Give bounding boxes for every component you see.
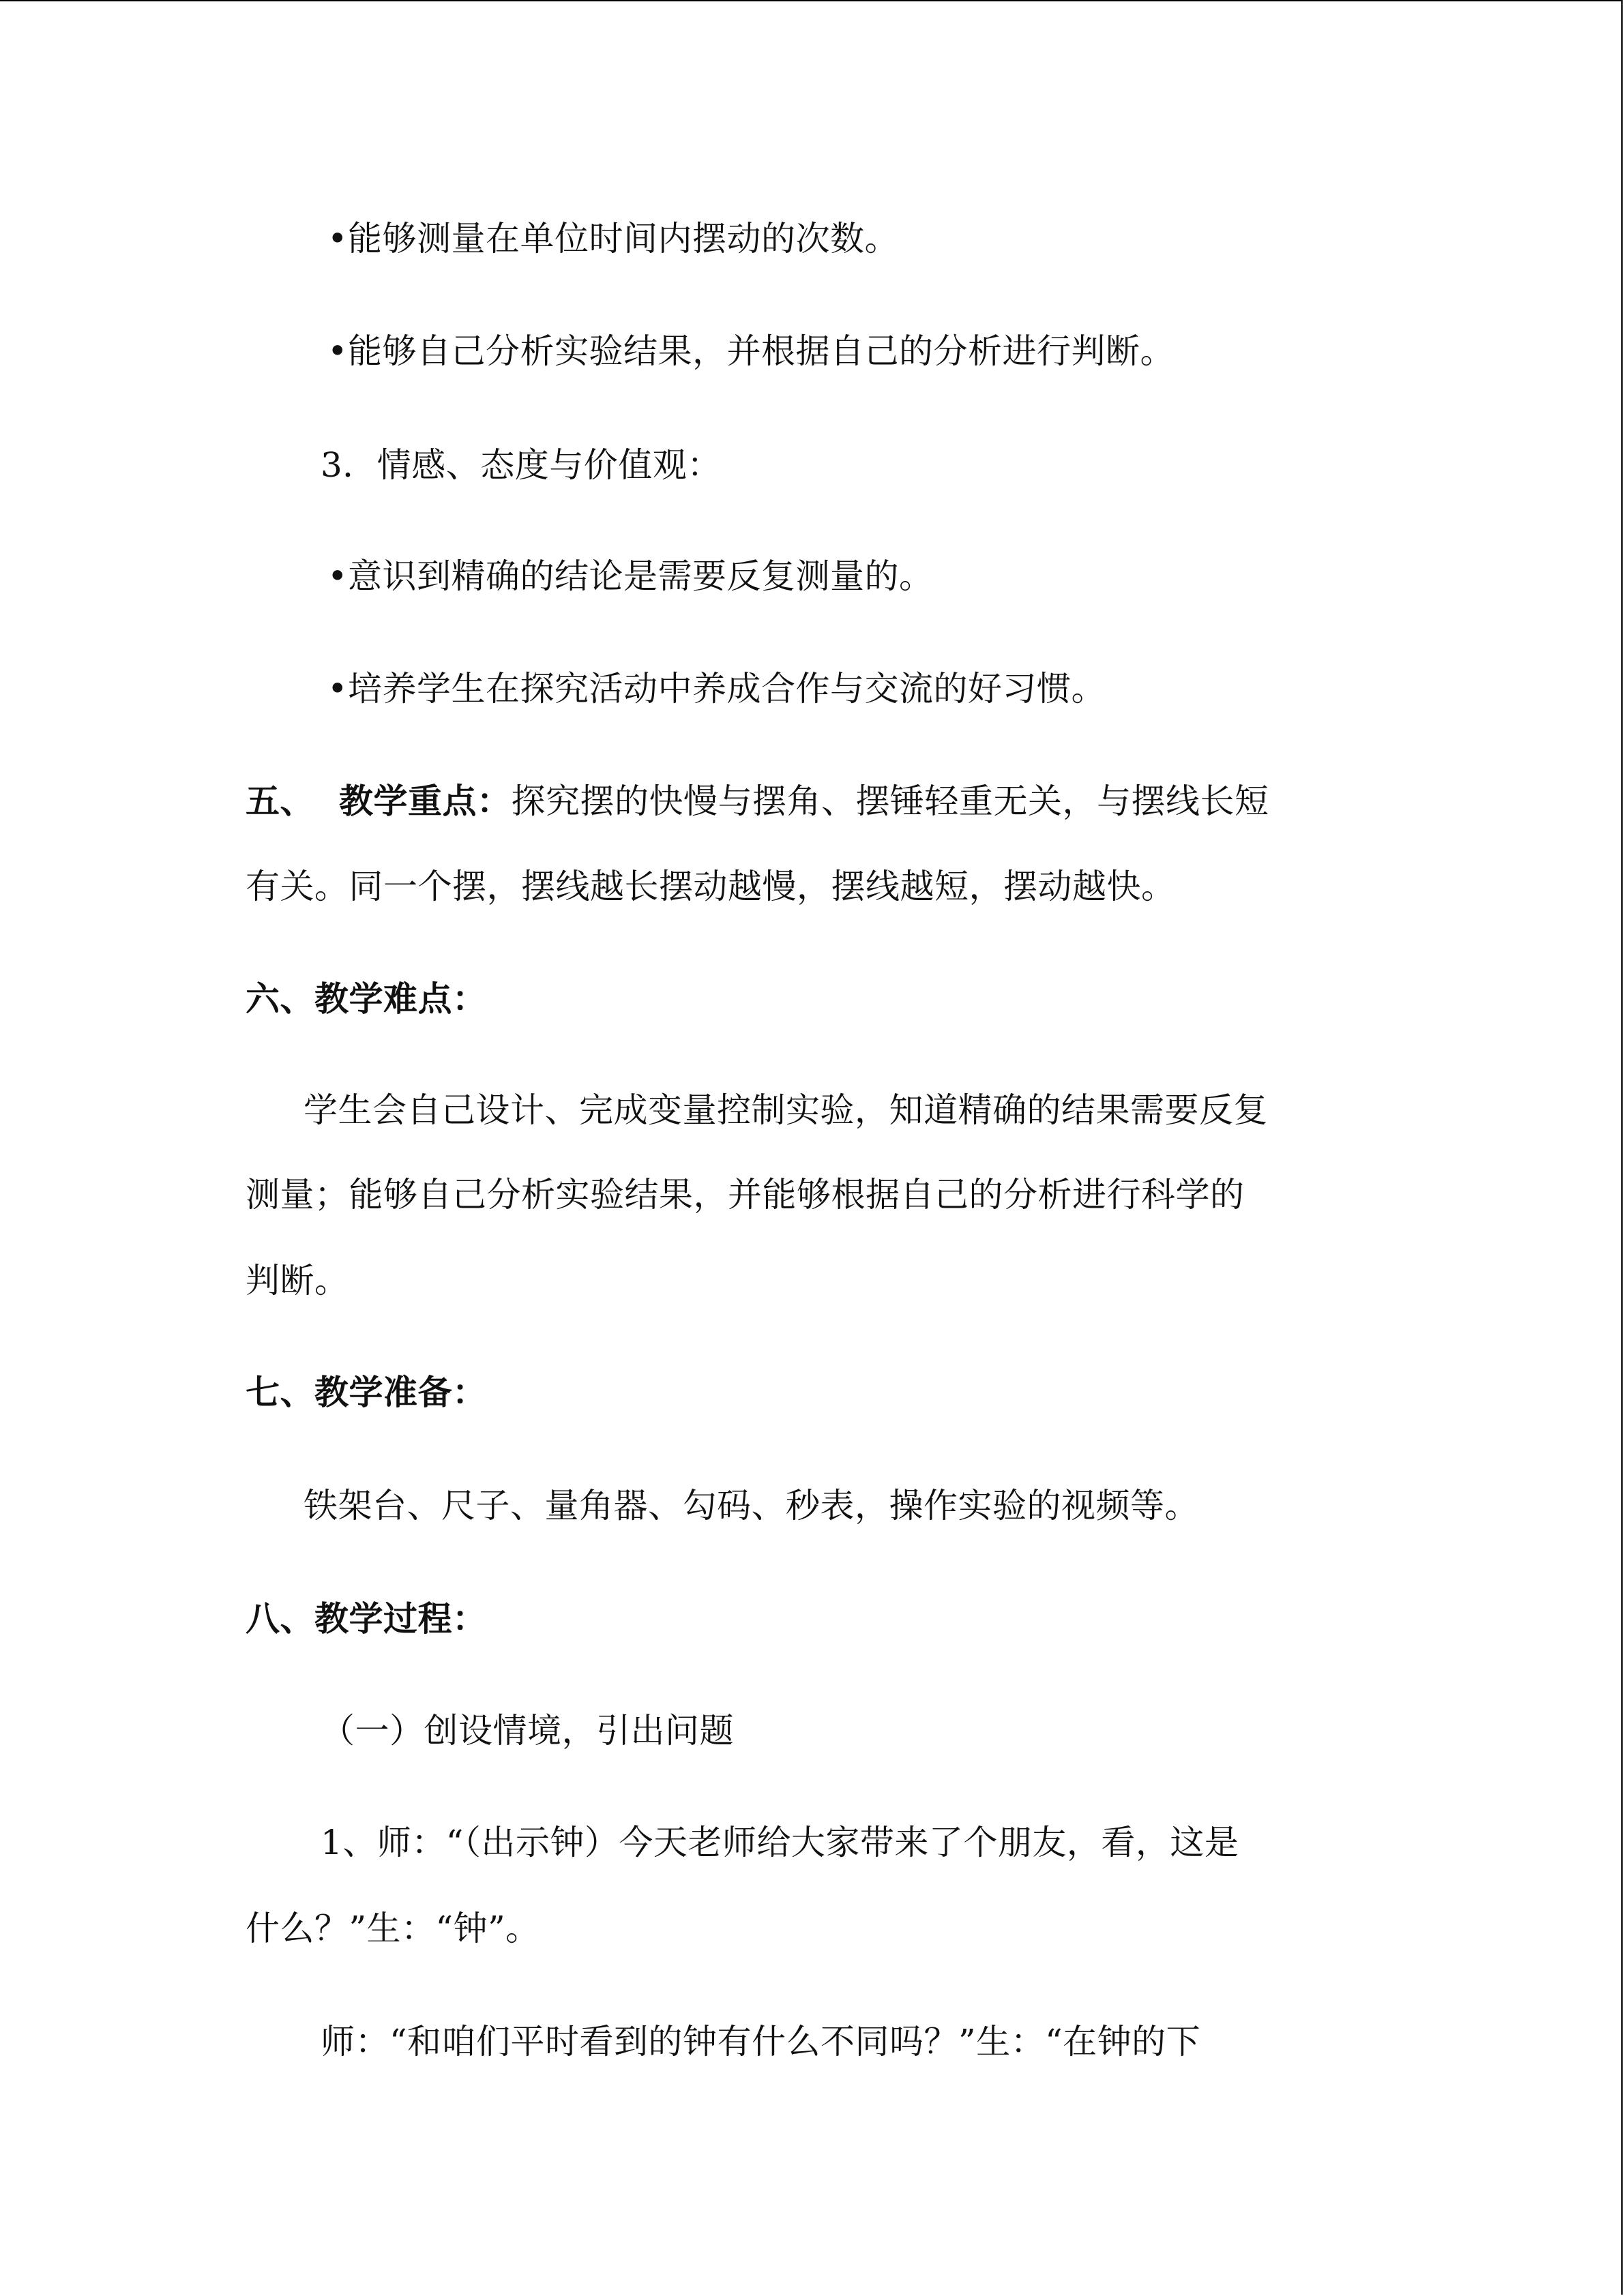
section6-line1: 学生会自己设计、完成变量控制实验，知道精确的结果需要反复	[304, 1090, 1268, 1130]
section8-subheading: （一）创设情境，引出问题	[321, 1711, 734, 1750]
section7-text: 铁架台、尺子、量角器、勾码、秒表，操作实验的视频等。	[304, 1486, 1199, 1525]
bullet-analyze-results: •能够自己分析实验结果，并根据自己的分析进行判断。	[327, 331, 1175, 371]
section5-number: 五、	[246, 781, 314, 821]
section5-heading: 教学重点：	[339, 781, 512, 821]
section8-p1-line1: 1、师：“（出示钟）今天老师给大家带来了个朋友，看，这是	[321, 1823, 1239, 1862]
bullet-repeat-measure: •意识到精确的结论是需要反复测量的。	[327, 556, 934, 596]
bullet-measure-swings: •能够测量在单位时间内摆动的次数。	[327, 219, 899, 258]
section6-line3: 判断。	[246, 1261, 349, 1300]
section3-title: 3．情感、态度与价值观：	[321, 445, 722, 485]
section6-heading: 六、教学难点：	[246, 979, 487, 1019]
section8-heading: 八、教学过程：	[246, 1598, 487, 1639]
section5-line2: 有关。同一个摆，摆线越长摆动越慢，摆线越短，摆动越快。	[246, 867, 1176, 906]
section8-p1-line2: 什么？”生：“钟”。	[246, 1909, 540, 1948]
section5-line1	[246, 781, 1269, 822]
bullet-cooperation: •培养学生在探究活动中养成合作与交流的好习惯。	[327, 669, 1106, 709]
section7-heading: 七、教学准备：	[246, 1372, 487, 1412]
section8-p2-line1: 师：“和咱们平时看到的钟有什么不同吗？”生：“在钟的下	[321, 2022, 1201, 2061]
section6-line2: 测量；能够自己分析实验结果，并能够根据自己的分析进行科学的	[246, 1175, 1245, 1214]
section5-text: 探究摆的快慢与摆角、摆锤轻重无关，与摆线长短	[511, 781, 1269, 821]
